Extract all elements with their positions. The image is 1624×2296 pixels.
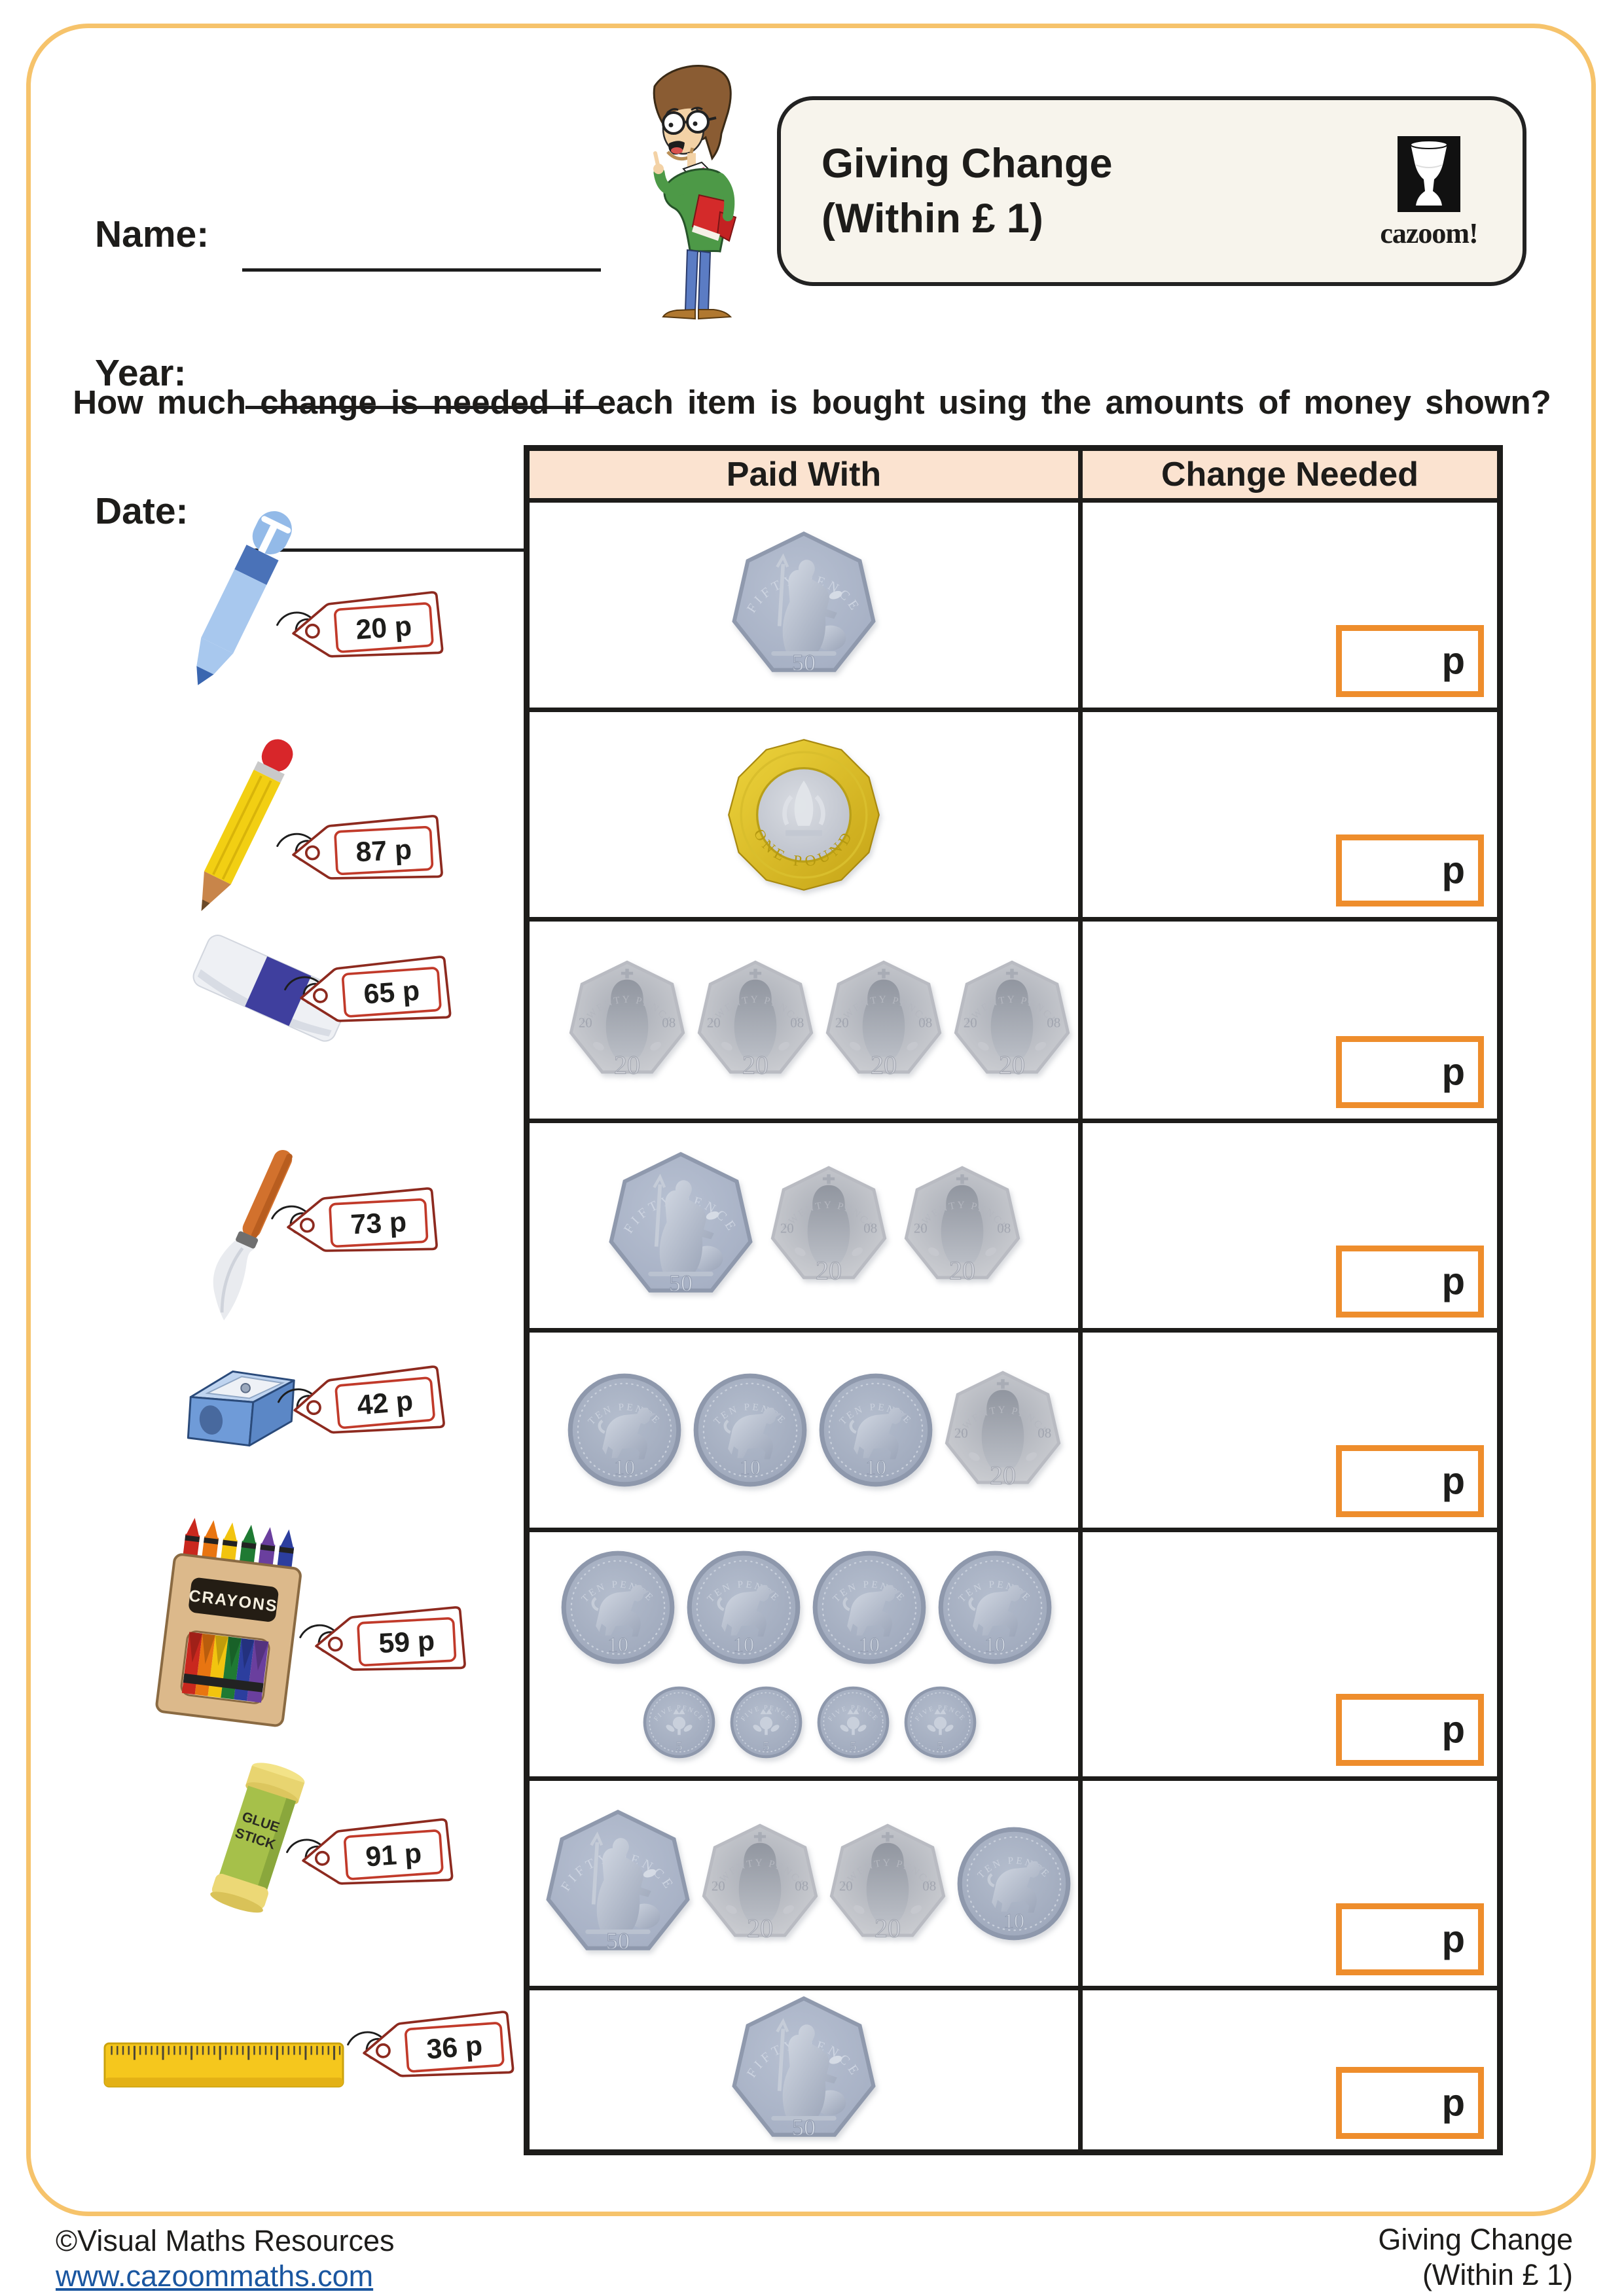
paid-with-cell: [530, 1776, 1078, 1986]
change-answer-box[interactable]: [1336, 2067, 1484, 2139]
coin-10p: [560, 1549, 676, 1666]
price-tag-label: 87 p: [355, 834, 413, 869]
coin-10p: [937, 1549, 1053, 1666]
question-text: How much change is needed if each item is bought using the amounts of money shown?: [73, 384, 1551, 421]
coin-20p: [568, 957, 687, 1083]
pence-unit-label: p: [1441, 1918, 1465, 1961]
item-ruler-illustration: [103, 2039, 344, 2091]
item-crayons-illustration: [150, 1507, 312, 1732]
coin-50p: [607, 1147, 755, 1304]
coin-one-pound: [727, 738, 880, 891]
price-tag: [272, 585, 451, 674]
paid-with-cell: [530, 1328, 1078, 1528]
worksheet-title: [821, 136, 1113, 246]
coin-20p: [696, 957, 815, 1083]
worksheet-title-line1: Giving Change: [821, 141, 1113, 187]
worksheet-table: [524, 445, 1503, 2155]
teacher-cartoon-illustration: [622, 60, 779, 322]
footer-doc-title: [1378, 2222, 1573, 2293]
footer-doc-title-line1: Giving Change: [1378, 2223, 1573, 2256]
coin-10p: [811, 1549, 928, 1666]
column-header-change-needed: Change Needed: [1078, 451, 1497, 498]
coin-5p: [642, 1685, 716, 1759]
paid-with-cell: [530, 917, 1078, 1119]
change-needed-cell: [1078, 1328, 1497, 1528]
pence-unit-label: p: [1441, 1260, 1465, 1303]
coin-20p: [943, 1367, 1062, 1494]
coin-50p: [730, 1992, 878, 2149]
change-answer-box[interactable]: [1336, 1036, 1484, 1108]
pence-unit-label: p: [1441, 639, 1465, 683]
coin-10p: [566, 1372, 683, 1488]
change-needed-cell: [1078, 1528, 1497, 1776]
coin-20p: [952, 957, 1072, 1083]
change-answer-box[interactable]: [1336, 1694, 1484, 1766]
coin-20p: [700, 1820, 820, 1946]
coin-row: [530, 527, 1078, 684]
price-tag: [273, 809, 450, 895]
footer-website-link[interactable]: [56, 2259, 373, 2293]
price-tag: [296, 1600, 473, 1687]
cazoom-logo-wordmark: cazoom!: [1380, 217, 1478, 249]
price-tag: [273, 1359, 452, 1452]
coin-row: [530, 738, 1078, 891]
footer-copyright: ©Visual Maths Resources: [56, 2224, 395, 2257]
footer-doc-title-line2: (Within £ 1): [1422, 2258, 1573, 2291]
coin-5p: [903, 1685, 977, 1759]
change-answer-box[interactable]: [1336, 1445, 1484, 1517]
change-answer-box[interactable]: [1336, 1246, 1484, 1318]
pence-unit-label: p: [1441, 849, 1465, 892]
coin-50p: [730, 527, 878, 684]
price-tag-label: 91 p: [364, 1837, 423, 1873]
price-tag: [280, 950, 459, 1039]
footer-website-anchor[interactable]: www.cazoommaths.com: [56, 2259, 374, 2293]
price-tag-label: 36 p: [425, 2030, 484, 2066]
paid-with-cell: [530, 708, 1078, 917]
coin-20p: [769, 1162, 888, 1289]
change-needed-cell: [1078, 498, 1497, 708]
coin-10p: [956, 1825, 1072, 1942]
coin-20p: [828, 1820, 947, 1946]
name-field-label: Name:: [95, 213, 209, 255]
coin-20p: [903, 1162, 1022, 1289]
column-header-paid-with: Paid With: [530, 451, 1078, 498]
price-tag: [268, 1181, 445, 1268]
worksheet-title-line2: (Within £ 1): [821, 196, 1043, 242]
price-tag-label: 20 p: [354, 610, 413, 646]
price-tag-label: 65 p: [362, 975, 421, 1011]
coin-row: [530, 1992, 1078, 2149]
coin-5p: [729, 1685, 803, 1759]
coin-row: [530, 1549, 1078, 1666]
coin-10p: [818, 1372, 934, 1488]
pence-unit-label: p: [1441, 2081, 1465, 2125]
paid-with-cell: [530, 1528, 1078, 1776]
change-needed-cell: [1078, 708, 1497, 917]
change-answer-box[interactable]: [1336, 834, 1484, 906]
price-tag-label: 42 p: [355, 1385, 414, 1422]
paid-with-cell: [530, 1986, 1078, 2149]
worksheet-title-box: [777, 96, 1526, 286]
paid-with-cell: [530, 1119, 1078, 1328]
change-needed-cell: [1078, 917, 1497, 1119]
change-answer-box[interactable]: [1336, 1903, 1484, 1975]
price-tag: [343, 2005, 522, 2094]
paid-with-cell: [530, 498, 1078, 708]
price-tag-label: 59 p: [378, 1625, 436, 1660]
coin-row: [530, 957, 1078, 1083]
coin-row: [530, 1805, 1078, 1962]
change-needed-cell: [1078, 1776, 1497, 1986]
pence-unit-label: p: [1441, 1050, 1465, 1094]
date-field-label: Date:: [95, 490, 189, 532]
name-field-line[interactable]: [242, 268, 601, 272]
change-answer-box[interactable]: [1336, 625, 1484, 697]
coin-row: [530, 1147, 1078, 1304]
pence-unit-label: p: [1441, 1708, 1465, 1751]
cazoom-logo-icon: [1398, 136, 1460, 212]
price-tag: [282, 1812, 461, 1901]
coin-10p: [692, 1372, 808, 1488]
cazoom-logo: [1367, 136, 1491, 250]
change-needed-cell: [1078, 1986, 1497, 2149]
pence-unit-label: p: [1441, 1460, 1465, 1503]
change-needed-cell: [1078, 1119, 1497, 1328]
coin-5p: [816, 1685, 890, 1759]
coin-50p: [544, 1805, 692, 1962]
price-tag-label: 73 p: [350, 1206, 408, 1241]
coin-10p: [685, 1549, 802, 1666]
coin-row: [530, 1685, 1078, 1759]
coin-row: [530, 1367, 1078, 1494]
year-field-label: Year:: [95, 352, 187, 394]
coin-20p: [824, 957, 943, 1083]
